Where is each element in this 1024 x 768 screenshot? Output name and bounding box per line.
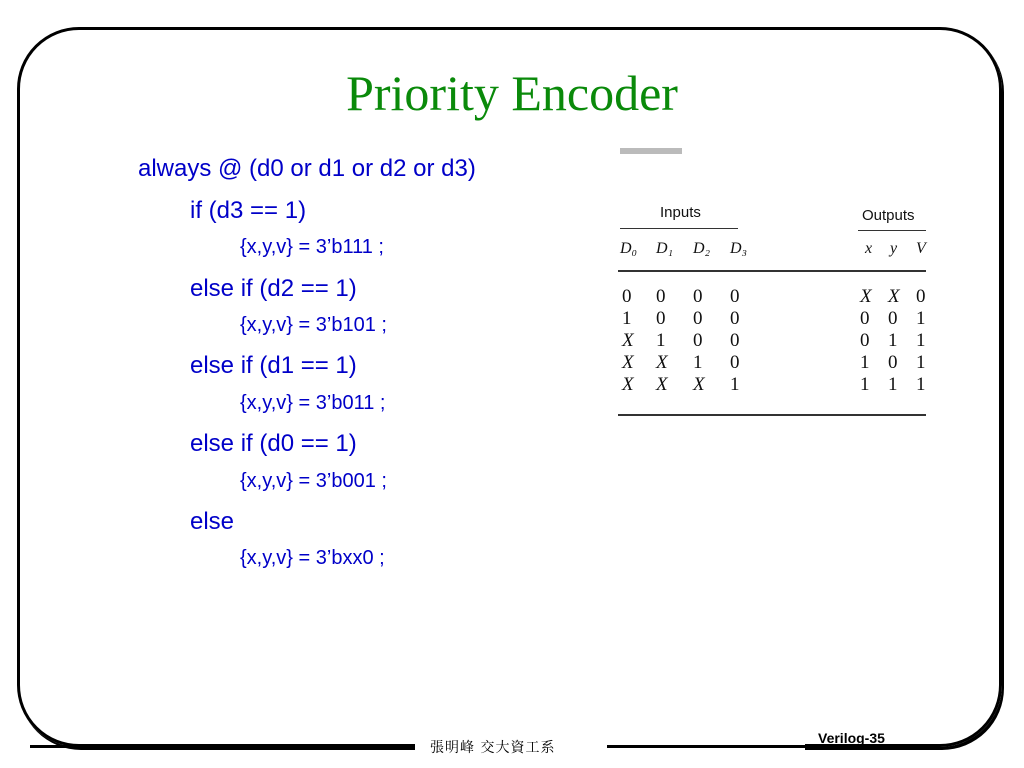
inputs-label: Inputs — [660, 204, 701, 221]
code-line-assign-001: {x,y,v} = 3’b001 ; — [240, 470, 387, 492]
table-cell: 1 — [860, 352, 870, 373]
table-cell: X — [860, 286, 872, 307]
code-line-elseif-d1: else if (d1 == 1) — [190, 352, 357, 379]
table-cell: 0 — [693, 330, 703, 351]
table-cell: 1 — [730, 374, 740, 395]
col-header-d2: D₂ — [693, 240, 711, 257]
outputs-label: Outputs — [862, 207, 915, 224]
bottom-rule — [618, 414, 926, 416]
footer-rule-right — [607, 745, 810, 748]
table-cell: 0 — [888, 308, 898, 329]
table-cell: 0 — [730, 308, 740, 329]
table-cell: X — [622, 374, 634, 395]
table-cell: 0 — [730, 330, 740, 351]
table-cell: 1 — [916, 308, 926, 329]
table-cell: X — [622, 330, 634, 351]
col-header-x: x — [865, 240, 873, 257]
col-header-d0: D₀ — [620, 240, 638, 257]
table-cell: X — [656, 352, 668, 373]
table-cell: 0 — [730, 352, 740, 373]
table-cell: 0 — [693, 308, 703, 329]
table-cell: X — [693, 374, 705, 395]
table-cell: 1 — [916, 352, 926, 373]
outputs-rule — [858, 230, 926, 231]
table-cell: 0 — [888, 352, 898, 373]
table-cell: 1 — [622, 308, 632, 329]
table-cell: 1 — [860, 374, 870, 395]
table-cell: X — [622, 352, 634, 373]
table-cell: 1 — [916, 374, 926, 395]
table-cell: 0 — [916, 286, 926, 307]
code-line-elseif-d2: else if (d2 == 1) — [190, 275, 357, 302]
header-rule — [618, 270, 926, 272]
code-line-always: always @ (d0 or d1 or d2 or d3) — [138, 155, 476, 182]
table-cell: 0 — [860, 330, 870, 351]
table-cell: X — [888, 286, 900, 307]
table-cell: 1 — [656, 330, 666, 351]
table-cell: 1 — [888, 330, 898, 351]
table-cell: 0 — [860, 308, 870, 329]
code-line-else: else — [190, 508, 235, 535]
footer-rule-left — [30, 745, 415, 748]
code-line-assign-011: {x,y,v} = 3’b011 ; — [240, 392, 386, 414]
table-cell: 1 — [888, 374, 898, 395]
footer-page-label: Verilog-35 — [818, 730, 885, 746]
code-line-if-d3: if (d3 == 1) — [190, 197, 307, 224]
footer-author: 張明峰 交大資工系 — [430, 740, 556, 756]
inputs-rule — [620, 228, 738, 229]
table-cell: 0 — [656, 286, 666, 307]
code-line-elseif-d0: else if (d0 == 1) — [190, 430, 357, 457]
col-header-v: V — [916, 240, 926, 257]
code-line-assign-101: {x,y,v} = 3’b101 ; — [240, 314, 387, 336]
code-line-assign-xx0: {x,y,v} = 3’bxx0 ; — [240, 547, 385, 569]
slide-title: Priority Encoder — [346, 65, 678, 121]
code-line-assign-111: {x,y,v} = 3’b111 ; — [240, 236, 384, 258]
table-cell: X — [656, 374, 668, 395]
table-cell: 0 — [693, 286, 703, 307]
table-cell: 1 — [916, 330, 926, 351]
col-header-d1: D₁ — [656, 240, 674, 257]
col-header-d3: D₃ — [730, 240, 748, 257]
scan-smear — [620, 148, 682, 154]
table-cell: 0 — [656, 308, 666, 329]
truth-table — [610, 148, 940, 423]
table-cell: 1 — [693, 352, 703, 373]
table-cell: 0 — [730, 286, 740, 307]
col-header-y: y — [890, 240, 898, 257]
table-cell: 0 — [622, 286, 632, 307]
